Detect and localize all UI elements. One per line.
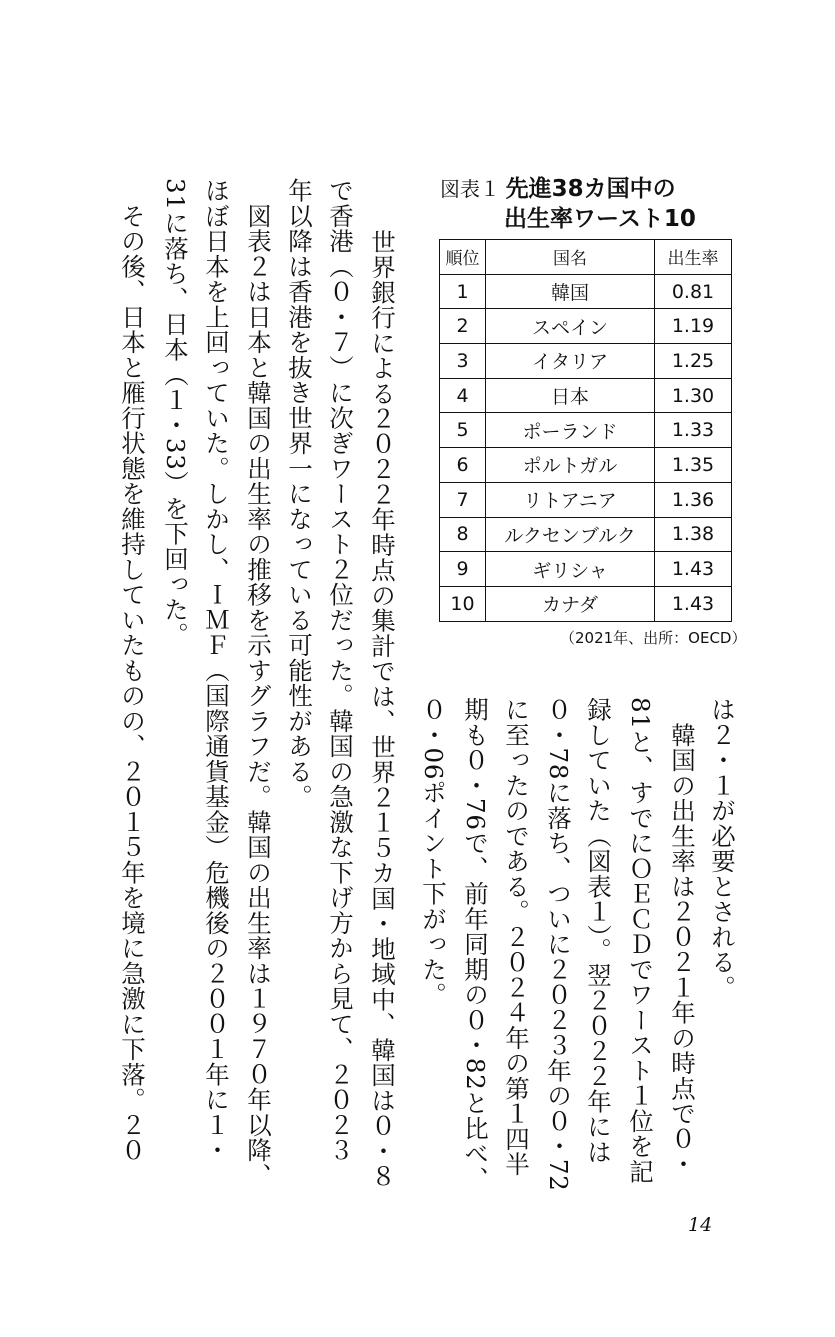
rate-cell: 1.25 [655,344,732,379]
body-paragraph-line: に至ったのである。２０２４年の第１四半 [502,697,531,1177]
country-cell: 日本 [486,378,655,413]
rate-cell: 1.43 [655,586,732,621]
rank-cell: 10 [440,586,486,621]
table-row [440,344,732,379]
header-rank: 順位 [440,240,486,275]
rank-cell: 4 [440,378,486,413]
table-row [440,448,732,483]
body-paragraph-line: 期も０・76で、前年同期の０・82と比べ、 [461,697,490,1192]
figure-title-line2: 出生率ワースト10 [504,206,696,232]
fertility-rate-table [439,239,732,622]
table-row [440,274,732,309]
rank-cell: 3 [440,344,486,379]
body-paragraph-line: 年以降は香港を抜き世界一になっている可能性がある。 [285,178,314,810]
figure-caption [440,175,696,234]
body-paragraph-line: 録していた（図表１）。翌２０２２年には [584,697,613,1165]
rank-cell: 1 [440,274,486,309]
country-cell: イタリア [486,344,655,379]
country-cell: ギリシャ [486,552,655,587]
body-paragraph-line: は２・１が必要とされる。 [708,697,737,1000]
rank-cell: 5 [440,413,486,448]
header-rate: 出生率 [655,240,732,275]
table-row [440,552,732,587]
body-paragraph-line: その後、日本と雁行状態を維持していたものの、２０１５年を境に急激に下落。２０ [118,178,147,1163]
country-cell: スペイン [486,309,655,344]
rate-cell: 1.30 [655,378,732,413]
country-cell: リトアニア [486,482,655,517]
header-country: 国名 [486,240,655,275]
country-cell: ポーランド [486,413,655,448]
table-row [440,309,732,344]
rate-cell: 1.33 [655,413,732,448]
rate-cell: 1.43 [655,552,732,587]
body-paragraph-line: 韓国の出生率は２０２１年の時点で０・ [668,697,697,1177]
rank-cell: 2 [440,309,486,344]
body-paragraph-line: で香港（０・７）に次ぎワースト２位だった。韓国の急激な下げ方から見て、２０２３ [326,178,355,1163]
country-cell: ポルトガル [486,448,655,483]
figure-source-note: （2021年、出所：OECD） [560,629,747,647]
body-paragraph-line: ほぼ日本を上回っていた。しかし、ＩＭＦ（国際通貨基金）危機後の２００１年に１・ [202,178,231,1163]
table-row [440,378,732,413]
body-paragraph-line: 31に落ち、日本（１・33）を下回った。 [161,178,190,648]
rate-cell: 1.38 [655,517,732,552]
country-cell: 韓国 [486,274,655,309]
rank-cell: 9 [440,552,486,587]
rank-cell: 8 [440,517,486,552]
rate-cell: 1.36 [655,482,732,517]
table-row [440,517,732,552]
rate-cell: 1.19 [655,309,732,344]
rank-cell: 7 [440,482,486,517]
body-paragraph-line: 81と、すでにＯＥＣＤでワースト１位を記 [626,697,655,1185]
figure-number: 図表１ [440,177,500,201]
country-cell: ルクセンブルク [486,517,655,552]
body-paragraph-line: ０・06ポイント下がった。 [419,697,448,1008]
body-paragraph-line: 世界銀行による２０２２年時点の集計では、世界２１５カ国・地域中、韓国は０・８ [368,204,397,1189]
page-number: 14 [688,1214,713,1236]
rate-cell: 0.81 [655,274,732,309]
rate-cell: 1.35 [655,448,732,483]
table-row [440,482,732,517]
country-cell: カナダ [486,586,655,621]
table-row [440,586,732,621]
table-header-row [440,240,732,275]
body-paragraph-line: 図表２は日本と韓国の出生率の推移を示すグラフだ。韓国の出生率は１９７０年以降、 [244,178,273,1188]
rank-cell: 6 [440,448,486,483]
table-row [440,413,732,448]
body-paragraph-line: ０・78に落ち、ついに２０２３年の０・72 [544,697,573,1192]
figure-title-line1: 先進38カ国中の [505,176,676,202]
